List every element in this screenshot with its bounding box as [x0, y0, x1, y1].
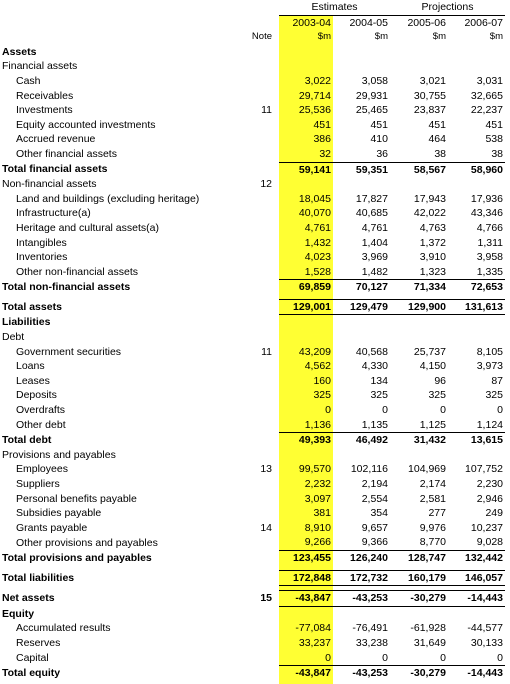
value-cell: 42,022 [413, 207, 446, 220]
table-row [0, 621, 505, 636]
row-label: Suppliers [16, 478, 60, 490]
note-ref [236, 570, 276, 586]
value-cell: 1,135 [361, 418, 388, 431]
note-ref [236, 666, 276, 681]
value-cell: 3,910 [419, 251, 446, 264]
subtotal-row [0, 666, 505, 681]
table-row [0, 192, 505, 207]
note-ref [236, 299, 276, 315]
value-cell: 3,031 [476, 74, 503, 87]
section-heading-row [0, 315, 505, 330]
value-cell: 0 [325, 651, 331, 664]
table-row [0, 147, 505, 162]
row-label: Heritage and cultural assets(a) [16, 221, 159, 234]
value-cell: 4,023 [304, 251, 331, 264]
value-cell: 10,237 [470, 521, 503, 534]
row-label: Capital [16, 651, 49, 664]
row-label: Other debt [16, 418, 66, 431]
value-cell: 49,393 [279, 433, 333, 448]
value-cell: 2,946 [476, 492, 503, 505]
unit-header: $m [489, 31, 503, 43]
note-ref [236, 280, 276, 295]
value-cell: 410 [370, 133, 388, 146]
row-label: Accumulated results [16, 622, 111, 635]
value-cell: 2,230 [476, 478, 503, 490]
value-cell: -14,443 [448, 591, 505, 607]
note-ref [236, 59, 276, 74]
value-cell: 87 [491, 374, 503, 387]
value-cell: 4,562 [304, 360, 331, 373]
value-cell: 1,404 [361, 236, 388, 249]
total-row [0, 570, 505, 586]
table-row [0, 477, 505, 492]
note-ref [236, 651, 276, 666]
value-cell: 9,976 [419, 521, 446, 534]
value-cell: -61,928 [410, 622, 446, 635]
value-cell: 43,209 [298, 345, 331, 358]
note-ref: 12 [260, 178, 272, 191]
value-cell: 40,070 [298, 207, 331, 220]
value-cell: 8,105 [476, 345, 503, 358]
table-row [0, 506, 505, 521]
value-cell: 451 [370, 118, 388, 131]
row-label: Debt [2, 331, 25, 344]
year-header: 2006-07 [464, 16, 503, 29]
value-cell: 40,685 [355, 207, 388, 220]
row-label: Leases [16, 374, 50, 387]
value-cell: 132,442 [448, 550, 505, 565]
note-ref [236, 265, 276, 280]
note-ref [236, 206, 276, 221]
note-ref: 11 [261, 345, 272, 358]
table-row [0, 345, 505, 360]
value-cell: -43,253 [333, 591, 390, 607]
value-cell: 386 [313, 133, 331, 146]
value-cell: 325 [428, 389, 446, 402]
table-row [0, 103, 505, 118]
value-cell: 17,943 [413, 192, 446, 205]
value-cell: 38 [434, 147, 446, 160]
subheading-row [0, 330, 505, 345]
value-cell: 17,827 [355, 192, 388, 205]
value-cell: 129,001 [279, 299, 333, 315]
value-cell: 4,761 [361, 221, 388, 234]
note-ref [236, 147, 276, 162]
row-label: Infrastructure(a) [16, 207, 91, 220]
value-cell: 8,910 [304, 521, 331, 534]
total-row [0, 299, 505, 315]
note-ref [236, 221, 276, 236]
total-row [0, 591, 505, 607]
note-ref [236, 118, 276, 133]
value-cell: 40,568 [355, 345, 388, 358]
value-cell: 59,351 [333, 162, 390, 177]
value-cell: -30,279 [390, 666, 448, 681]
value-cell: 4,330 [361, 360, 388, 373]
value-cell: 43,346 [470, 207, 503, 220]
value-cell: 4,761 [304, 221, 331, 234]
row-label: Total liabilities [2, 571, 75, 584]
note-ref [236, 606, 276, 621]
value-cell: 2,174 [419, 478, 446, 490]
value-cell: 1,372 [419, 236, 446, 249]
row-label: Deposits [16, 389, 57, 402]
value-cell: 31,432 [390, 433, 448, 448]
row-label: Land and buildings (excluding heritage) [16, 192, 200, 205]
note-ref [236, 315, 276, 330]
value-cell: 381 [313, 507, 331, 520]
row-label: Receivables [16, 89, 74, 102]
value-cell: 1,432 [304, 236, 331, 249]
row-label: Reserves [16, 636, 61, 649]
note-ref: 11 [261, 104, 272, 117]
note-ref [236, 506, 276, 521]
value-cell: 9,366 [361, 536, 388, 549]
value-cell: 2,232 [304, 478, 331, 490]
row-label: Liabilities [2, 316, 51, 329]
value-cell: 4,766 [476, 221, 503, 234]
row-label: Financial assets [2, 60, 78, 73]
note-ref [236, 250, 276, 265]
estimates-header: Estimates [279, 0, 390, 15]
note-ref [236, 448, 276, 463]
value-cell: 32 [319, 147, 331, 160]
row-label: Total provisions and payables [2, 551, 152, 564]
value-cell: 146,057 [448, 570, 505, 586]
subtotal-row [0, 162, 505, 177]
table-row [0, 651, 505, 666]
value-cell: 29,714 [298, 89, 331, 102]
value-cell: 0 [497, 651, 503, 664]
row-label: Assets [2, 45, 37, 58]
table-row [0, 265, 505, 280]
unit-header: $m [317, 31, 331, 43]
row-label: Personal benefits payable [16, 492, 137, 505]
note-ref [236, 359, 276, 374]
table-row [0, 206, 505, 221]
value-cell: 129,900 [390, 299, 448, 315]
value-cell: 31,649 [413, 636, 446, 649]
note-ref [236, 89, 276, 104]
value-cell: 1,482 [361, 265, 388, 278]
value-cell: 30,133 [470, 636, 503, 649]
value-cell: 538 [485, 133, 503, 146]
value-cell: 22,237 [470, 104, 503, 117]
row-label: Total assets [2, 300, 62, 313]
value-cell: 131,613 [448, 299, 505, 315]
value-cell: 25,737 [413, 345, 446, 358]
value-cell: 3,969 [361, 251, 388, 264]
value-cell: 58,567 [390, 162, 448, 177]
value-cell: 70,127 [333, 280, 390, 295]
value-cell: 0 [325, 404, 331, 417]
value-cell: 96 [434, 374, 446, 387]
unit-header: $m [374, 31, 388, 43]
value-cell: 46,492 [333, 433, 390, 448]
value-cell: 249 [485, 507, 503, 520]
row-label: Non-financial assets [2, 178, 97, 191]
table-row [0, 132, 505, 147]
table-row [0, 250, 505, 265]
value-cell: 3,097 [304, 492, 331, 505]
table-row [0, 403, 505, 418]
table-row [0, 388, 505, 403]
value-cell: -30,279 [390, 591, 448, 607]
value-cell: 451 [313, 118, 331, 131]
row-label: Investments [16, 104, 73, 117]
value-cell: 128,747 [390, 550, 448, 565]
note-ref [236, 550, 276, 565]
note-ref [236, 418, 276, 433]
note-ref [236, 477, 276, 492]
table-row [0, 118, 505, 133]
value-cell: 9,266 [304, 536, 331, 549]
value-cell: 3,958 [476, 251, 503, 264]
value-cell: 17,936 [470, 192, 503, 205]
row-label: Equity accounted investments [16, 118, 156, 131]
table-row [0, 462, 505, 477]
note-ref [236, 330, 276, 345]
value-cell: 129,479 [333, 299, 390, 315]
row-label: Total debt [2, 433, 52, 446]
value-cell: 126,240 [333, 550, 390, 565]
value-cell: 33,237 [298, 636, 331, 649]
value-cell: 451 [428, 118, 446, 131]
table-row [0, 492, 505, 507]
note-ref [236, 433, 276, 448]
value-cell: 25,465 [355, 104, 388, 117]
unit-header: $m [432, 31, 446, 43]
value-cell: 59,141 [279, 162, 333, 177]
row-label: Other non-financial assets [16, 265, 138, 278]
note-ref [236, 45, 276, 60]
value-cell: 1,124 [476, 418, 503, 431]
value-cell: -76,491 [352, 622, 388, 635]
note-ref [236, 236, 276, 251]
value-cell: 1,311 [477, 236, 503, 249]
projections-header: Projections [390, 0, 505, 15]
value-cell: -43,847 [279, 666, 333, 681]
value-cell: 107,752 [465, 463, 503, 476]
value-cell: 2,194 [361, 478, 388, 490]
value-cell: 1,125 [419, 418, 446, 431]
value-cell: 18,045 [298, 192, 331, 205]
value-cell: 134 [370, 374, 388, 387]
note-ref [236, 492, 276, 507]
row-label: Cash [16, 74, 41, 87]
value-cell: 29,931 [355, 89, 388, 102]
value-cell: 2,554 [361, 492, 388, 505]
subtotal-row [0, 550, 505, 565]
row-label: Net assets [2, 592, 55, 605]
value-cell: 0 [440, 404, 446, 417]
section-heading-row [0, 45, 505, 60]
value-cell: 8,770 [419, 536, 446, 549]
year-header: 2005-06 [407, 16, 446, 29]
value-cell: 1,136 [304, 418, 331, 431]
value-cell: 3,021 [419, 74, 446, 87]
value-cell: 3,058 [361, 74, 388, 87]
note-ref [236, 74, 276, 89]
table-row [0, 359, 505, 374]
row-label: Total equity [2, 666, 61, 679]
row-label: Total financial assets [2, 163, 108, 176]
note-ref [236, 535, 276, 550]
row-label: Government securities [16, 345, 122, 358]
row-label: Loans [16, 360, 45, 373]
value-cell: 0 [382, 651, 388, 664]
value-cell: 71,334 [390, 280, 448, 295]
value-cell: 1,335 [476, 265, 503, 278]
table-row [0, 89, 505, 104]
note-ref [236, 388, 276, 403]
value-cell: 32,665 [470, 89, 503, 102]
note-ref [236, 636, 276, 651]
note-ref: 14 [260, 521, 272, 534]
value-cell: 4,150 [419, 360, 446, 373]
value-cell: -14,443 [448, 666, 505, 681]
table-row [0, 636, 505, 651]
section-heading-row [0, 606, 505, 621]
note-ref [236, 162, 276, 177]
row-label: Inventories [16, 251, 68, 264]
note-ref [236, 374, 276, 389]
row-label: Intangibles [16, 236, 67, 249]
value-cell: 30,755 [413, 89, 446, 102]
value-cell: 277 [428, 507, 446, 520]
note-ref [236, 192, 276, 207]
value-cell: 4,763 [419, 221, 446, 234]
value-cell: 102,116 [350, 463, 388, 476]
value-cell: -77,084 [295, 622, 331, 635]
value-cell: 9,657 [361, 521, 388, 534]
value-cell: 172,848 [279, 570, 333, 586]
table-row [0, 374, 505, 389]
value-cell: 36 [376, 147, 388, 160]
table-row [0, 74, 505, 89]
value-cell: 0 [497, 404, 503, 417]
row-label: Grants payable [16, 521, 88, 534]
value-cell: 1,528 [304, 265, 331, 278]
value-cell: 9,028 [476, 536, 503, 549]
value-cell: 0 [382, 404, 388, 417]
row-label: Employees [16, 463, 68, 476]
row-label: Other financial assets [16, 148, 117, 161]
value-cell: 0 [440, 651, 446, 664]
value-cell: 2,581 [419, 492, 446, 505]
subtotal-row [0, 433, 505, 448]
row-label: Other provisions and payables [16, 536, 158, 549]
value-cell: 160,179 [390, 570, 448, 586]
note-ref [236, 403, 276, 418]
note-header: Note [251, 31, 272, 43]
subtotal-row [0, 280, 505, 295]
value-cell: 104,969 [408, 463, 446, 476]
value-cell: 325 [485, 389, 503, 402]
value-cell: -44,577 [467, 622, 503, 635]
note-ref: 15 [260, 592, 272, 605]
value-cell: 451 [485, 118, 503, 131]
note-ref [236, 621, 276, 636]
value-cell: -43,847 [279, 591, 333, 607]
table-row [0, 521, 505, 536]
value-cell: 3,973 [476, 360, 503, 373]
table-row [0, 221, 505, 236]
year-header: 2004-05 [349, 16, 388, 29]
value-cell: 33,238 [355, 636, 388, 649]
row-label: Accrued revenue [16, 133, 96, 146]
value-cell: 325 [370, 389, 388, 402]
table-row [0, 535, 505, 550]
value-cell: 69,859 [279, 280, 333, 295]
value-cell: 58,960 [448, 162, 505, 177]
value-cell: 123,455 [279, 550, 333, 565]
value-cell: 172,732 [333, 570, 390, 586]
value-cell: 464 [428, 133, 446, 146]
value-cell: 160 [313, 374, 331, 387]
year-header: 2003-04 [292, 16, 331, 29]
row-label: Total non-financial assets [2, 281, 131, 294]
value-cell: -43,253 [333, 666, 390, 681]
subheading-row [0, 448, 505, 463]
value-cell: 38 [491, 147, 503, 160]
value-cell: 1,323 [419, 265, 446, 278]
value-cell: 72,653 [448, 280, 505, 295]
row-label: Subsidies payable [16, 507, 102, 520]
value-cell: 13,615 [448, 433, 505, 448]
value-cell: 3,022 [304, 74, 331, 87]
subheading-row [0, 59, 505, 74]
subheading-row [0, 177, 505, 192]
note-ref [236, 132, 276, 147]
value-cell: 325 [313, 389, 331, 402]
row-label: Provisions and payables [2, 448, 116, 461]
table-row [0, 418, 505, 433]
row-label: Overdrafts [16, 404, 66, 417]
table-row [0, 236, 505, 251]
row-label: Equity [2, 607, 35, 620]
note-ref: 13 [260, 463, 272, 476]
value-cell: 99,570 [298, 463, 331, 476]
value-cell: 23,837 [413, 104, 446, 117]
value-cell: 25,536 [298, 104, 331, 117]
value-cell: 354 [370, 507, 388, 520]
